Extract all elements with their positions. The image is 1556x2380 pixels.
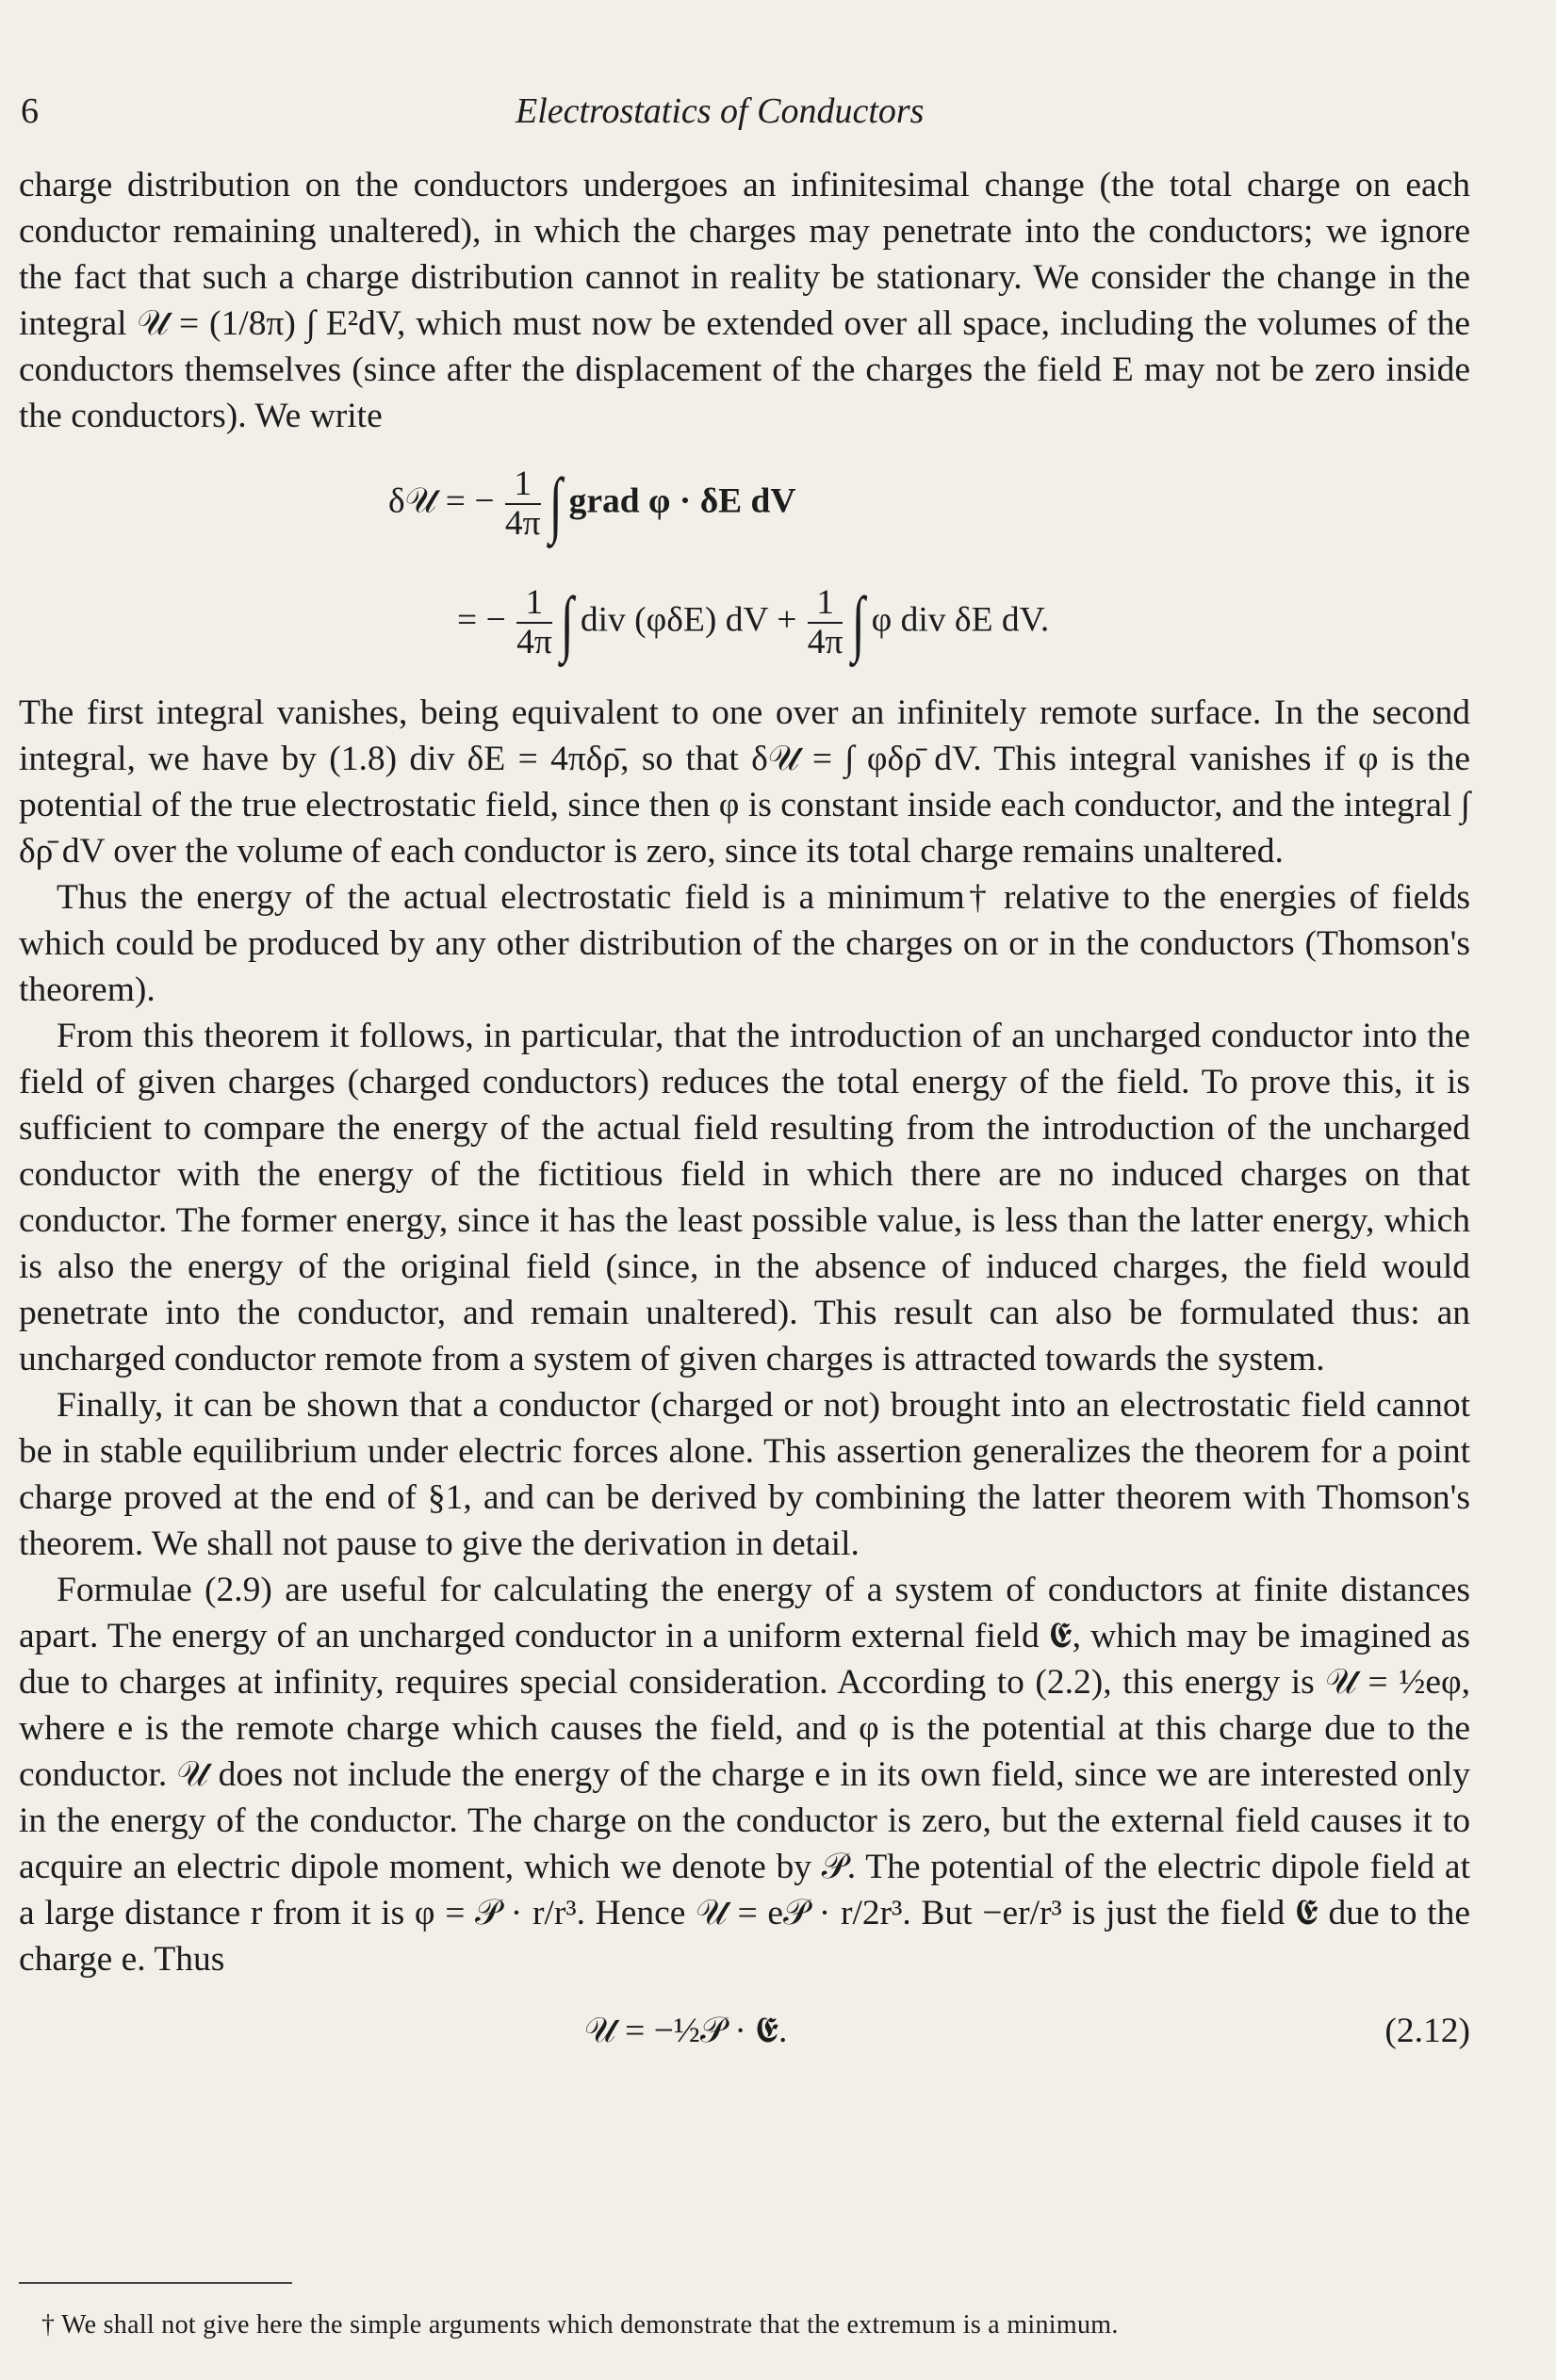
footnote: † We shall not give here the simple arguments which demonstrate that the extremum is a minimum.	[41, 2310, 1119, 2339]
equation-line-2	[457, 581, 1050, 663]
fraction-numerator: 1	[808, 584, 844, 624]
paragraph-1: charge distribution on the conductors undergoes an infinitesimal change (the total charge on each conductor remaining unaltered), in which the charges may penetrate into the conductors; we ignore the fact that such a charge distribution cannot in reality be stationary. We consider the change in the integral 𝒰 = (1/8π) ∫ E²dV, which must now be extended over all space, including the volumes of the conductors themselves (since after the displacement of the charges the field E may not be zero inside the conductors). We write	[19, 166, 1470, 435]
fraction-denominator: 4π	[516, 623, 552, 661]
equation-2-12	[19, 2011, 1470, 2084]
equation-number: (2.12)	[1384, 2012, 1470, 2050]
equation-lhs: δ𝒰 = −	[388, 481, 495, 521]
fraction-3	[808, 584, 844, 661]
paragraph-2: The first integral vanishes, being equivalent to one over an infinitely remote surface. In the second integral, we have by (1.8) div δE = 4πδρ̄, so that δ𝒰 = ∫ φδρ̄ dV. This integral vanishes if φ is the potential of the true electrostatic field, since then φ is constant inside each conductor, and the integral ∫ δρ̄ dV over the volume of each conductor is zero, since its total charge remains unaltered.	[19, 693, 1470, 871]
paragraph-5: Finally, it can be shown that a conductor (charged or not) brought into an electrostatic field cannot be in stable equilibrium under electric forces alone. This assertion generalizes the theorem for a point charge proved at the end of §1, and can be derived by combining the latter theorem with Thomson's theorem. We shall not pause to give the derivation in detail.	[19, 1386, 1470, 1563]
equation-formula: 𝒰 = −½𝒫 · 𝕰.	[584, 2012, 788, 2050]
fraction-denominator: 4π	[807, 623, 844, 661]
equation-line2-eq: = −	[457, 600, 506, 640]
page-number: 6	[21, 91, 39, 131]
footnote-rule	[19, 2282, 292, 2284]
equation-line2-term2: φ div δE dV.	[871, 600, 1050, 640]
equation-line2-term1: div (φδE) dV +	[580, 600, 797, 640]
page-body	[19, 162, 1470, 2084]
equation-variation-energy	[19, 447, 1470, 684]
equation-line1-body: grad φ · δE dV	[568, 481, 796, 521]
integral-sign: ∫	[560, 581, 574, 663]
paragraph-3: Thus the energy of the actual electrostatic field is a minimum† relative to the energies of fields which could be produced by any other distribution of the charges on or in the conductors (Thomson's theorem).	[19, 878, 1470, 1009]
fraction-2	[516, 584, 552, 661]
page-header	[21, 90, 1556, 143]
equation-line-1	[388, 465, 795, 543]
integral-sign: ∫	[851, 581, 865, 663]
integral-sign: ∫	[549, 463, 563, 545]
running-title: Electrostatics of Conductors	[516, 91, 925, 131]
fraction-numerator: 1	[505, 465, 541, 505]
paragraph-4: From this theorem it follows, in particular, that the introduction of an uncharged conductor into the field of given charges (charged conductors) reduces the total energy of the field. To prove this, it is sufficient to compare the energy of the actual field resulting from the introduction of the uncharged conductor with the energy of the fictitious field in which there are no induced charges on that conductor. The former energy, since it has the least possible value, is less than the latter energy, which is also the energy of the original field (since, in the absence of induced charges, the field would penetrate into the conductor, and remain unaltered). This result can also be formulated thus: an uncharged conductor remote from a system of given charges is attracted towards the system.	[19, 1017, 1470, 1378]
fraction-numerator: 1	[516, 584, 552, 624]
fraction-denominator: 4π	[504, 504, 541, 543]
fraction-1	[505, 465, 541, 543]
paragraph-6: Formulae (2.9) are useful for calculating the energy of a system of conductors at finite distances apart. The energy of an uncharged conductor in a uniform external field 𝕰, which may be imagined as due to charges at infinity, requires special consideration. According to (2.2), this energy is 𝒰 = ½eφ, where e is the remote charge which causes the field, and φ is the potential at this charge due to the conductor. 𝒰 does not include the energy of the charge e in its own field, since we are interested only in the energy of the conductor. The charge on the conductor is zero, but the external field causes it to acquire an electric dipole moment, which we denote by 𝒫. The potential of the electric dipole field at a large distance r from it is φ = 𝒫 · r/r³. Hence 𝒰 = e𝒫 · r/2r³. But −er/r³ is just the field 𝕰 due to the charge e. Thus	[19, 1571, 1470, 1979]
